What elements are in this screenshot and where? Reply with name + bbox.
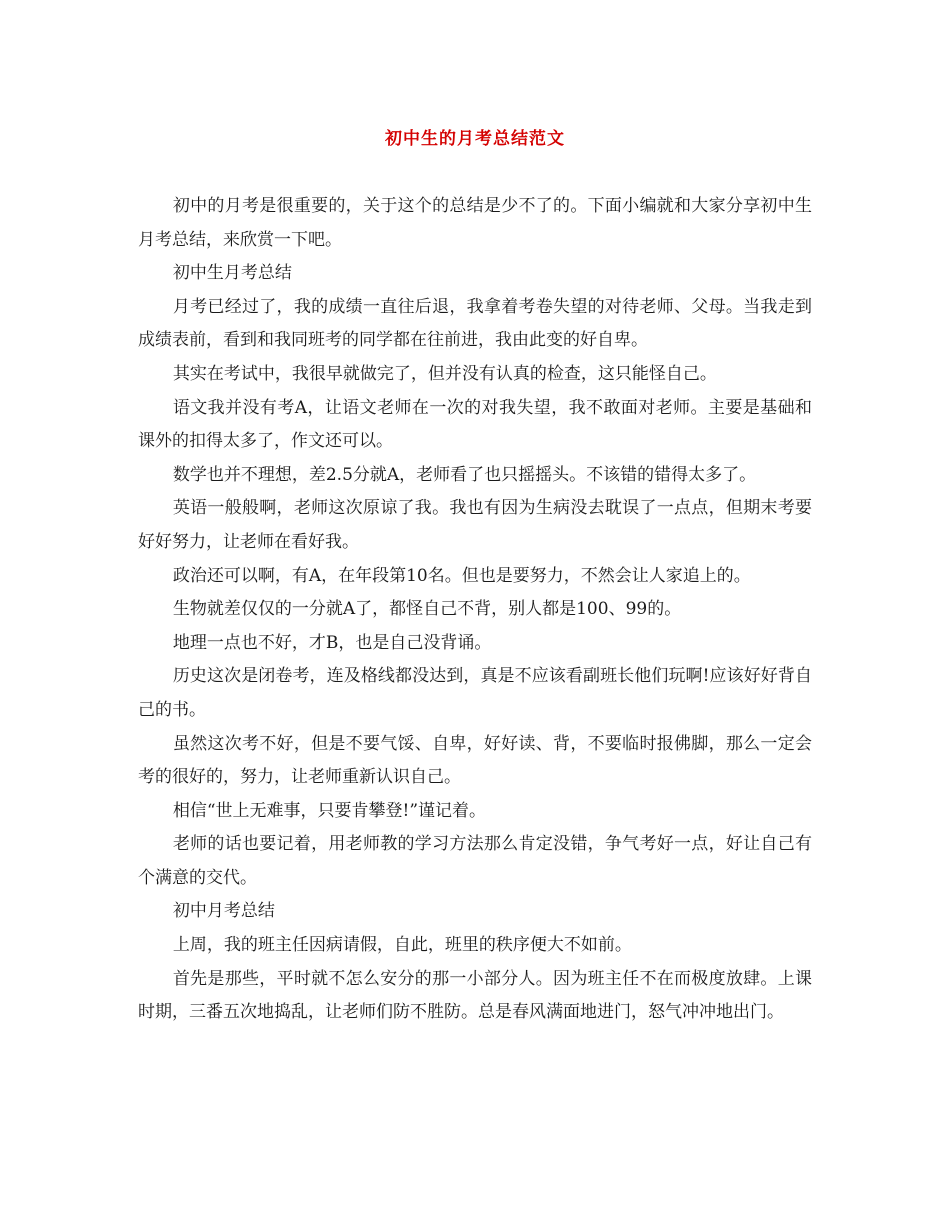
- paragraph: 地理一点也不好，才B，也是自己没背诵。: [172, 632, 492, 653]
- section-heading: 初中月考总结: [172, 901, 275, 922]
- paragraph: 数学也并不理想，差2.5分就A，老师看了也只摇摇头。不该错的错得太多了。: [172, 464, 757, 485]
- paragraph: 历史这次是闭卷考，连及格线都没达到，真是不应该看副班长他们玩啊!应该好好背自己的书。: [138, 666, 812, 720]
- document-body: [138, 190, 812, 1030]
- paragraph: 首先是那些，平时就不怎么安分的那一小部分人。因为班主任不在而极度放肆。上课时期，三番五次地捣乱，让老师们防不胜防。总是春风满面地进门，怒气冲冲地出门。: [138, 968, 812, 1023]
- paragraph: 英语一般般啊，老师这次原谅了我。我也有因为生病没去耽误了一点点，但期末考要好好努力，让老师在看好我。: [138, 498, 812, 552]
- paragraph: 相信“世上无难事，只要肯攀登!”谨记着。: [172, 800, 487, 821]
- paragraph: 上周，我的班主任因病请假，自此，班里的秩序便大不如前。: [172, 935, 632, 956]
- paragraph: 其实在考试中，我很早就做完了，但并没有认真的检查，这只能怪自己。: [172, 363, 717, 384]
- paragraph: 初中的月考是很重要的，关于这个的总结是少不了的。下面小编就和大家分享初中生月考总结，来欣赏一下吧。: [138, 196, 812, 250]
- document-title: 初中生的月考总结范文: [385, 129, 565, 149]
- paragraph: 政治还可以啊，有A，在年段第10名。但也是要努力，不然会让人家追上的。: [172, 565, 751, 586]
- paragraph: 虽然这次考不好，但是不要气馁、自卑，好好读、背，不要临时报佛脚，那么一定会考的很好的，努力，让老师重新认识自己。: [138, 733, 812, 788]
- paragraph: 月考已经过了，我的成绩一直往后退，我拿着考卷失望的对待老师、父母。当我走到成绩表前，看到和我同班考的同学都在往前进，我由此变的好自卑。: [138, 296, 812, 351]
- paragraph: 老师的话也要记着，用老师教的学习方法那么肯定没错，争气考好一点，好让自己有个满意的交代。: [138, 834, 812, 888]
- section-heading: 初中生月考总结: [172, 263, 292, 284]
- paragraph: 生物就差仅仅的一分就A了，都怪自己不背，别人都是100、99的。: [172, 599, 682, 620]
- paragraph: 语文我并没有考A，让语文老师在一次的对我失望，我不敢面对老师。主要是基础和课外的扣得太多了，作文还可以。: [138, 397, 812, 452]
